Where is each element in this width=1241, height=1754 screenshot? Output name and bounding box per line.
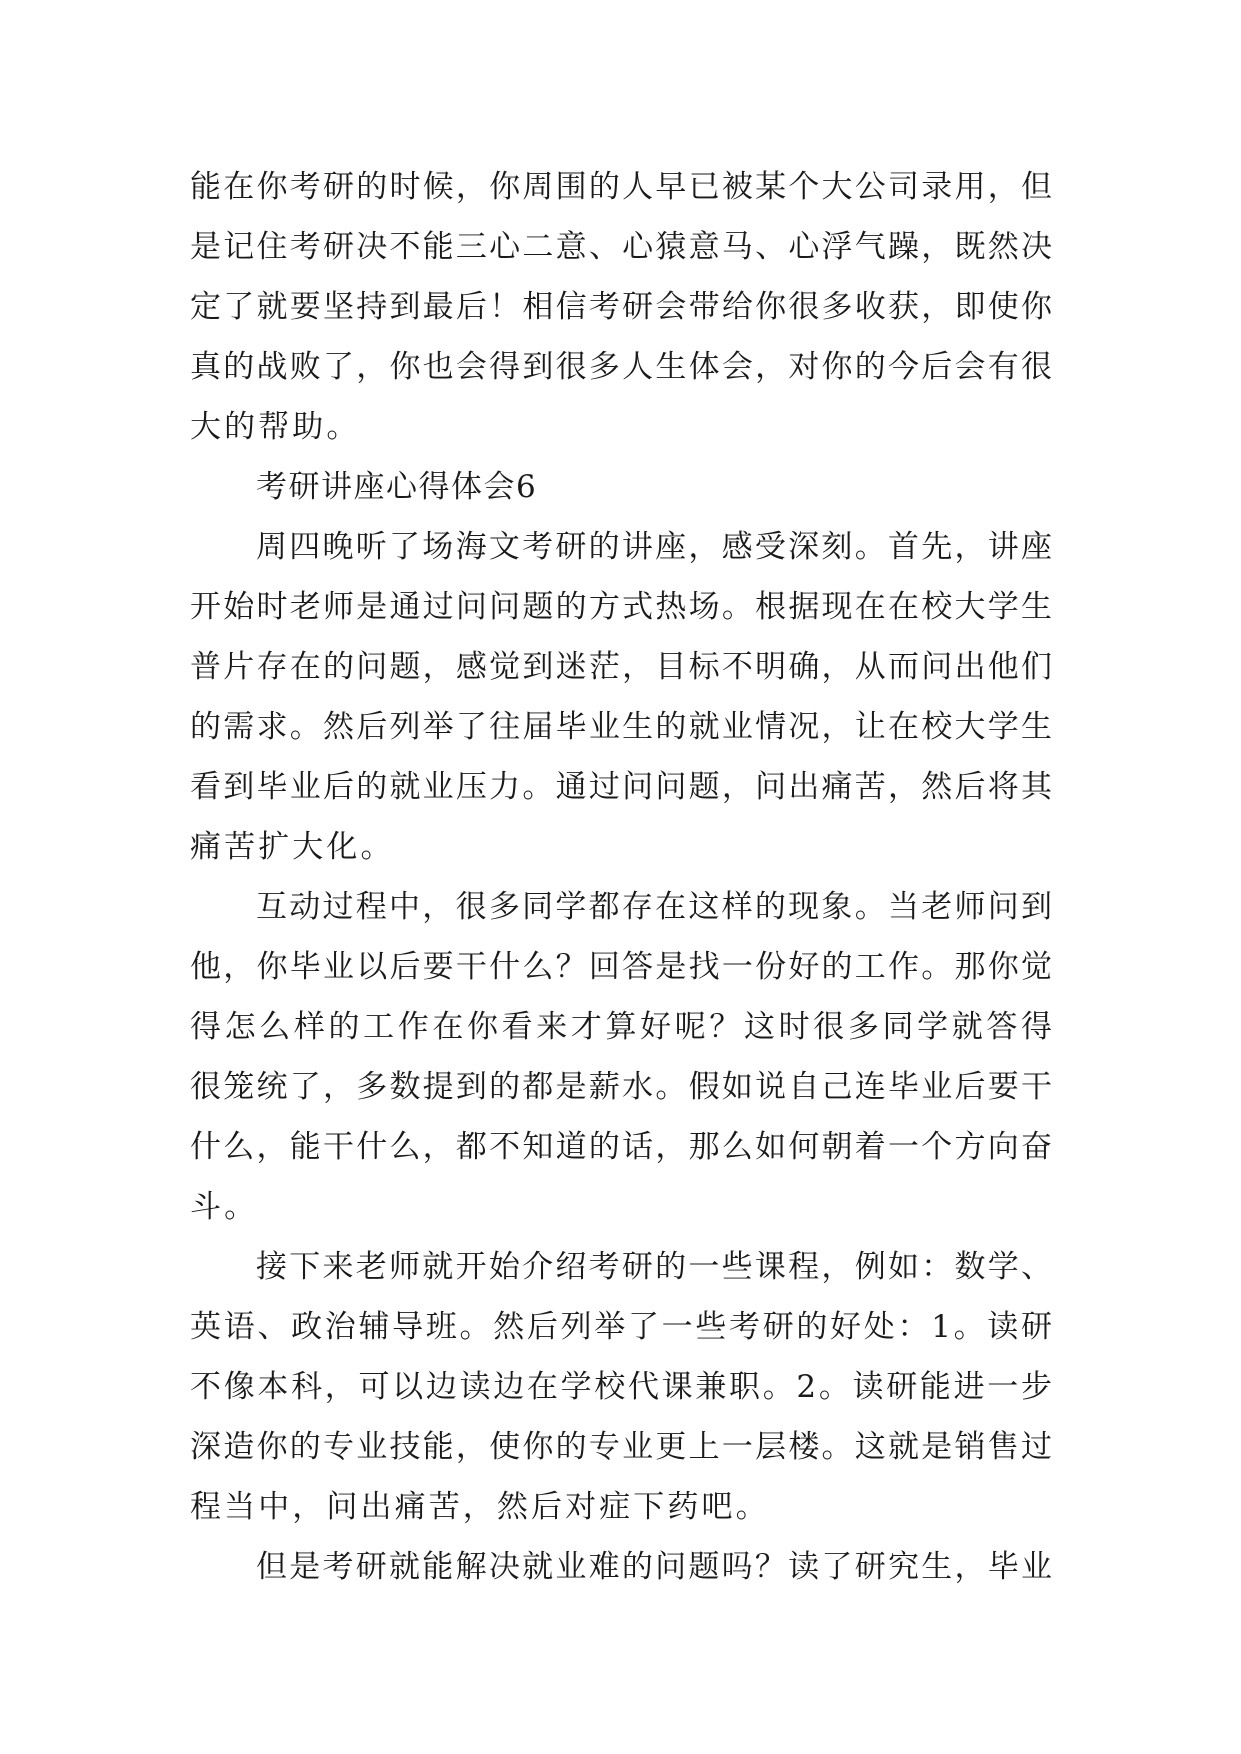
text-line: 开始时老师是通过问问题的方式热场。根据现在在校大学生: [190, 589, 1052, 625]
text-line: 定了就要坚持到最后！相信考研会带给你很多收获，即使你: [190, 289, 1052, 325]
text-line: 看到毕业后的就业压力。通过问问题，问出痛苦，然后将其: [190, 769, 1052, 805]
body-text: [190, 157, 1052, 1597]
text-line: 英语、政治辅导班。然后列举了一些考研的好处：1。读研: [190, 1309, 1052, 1345]
paragraph-first-line: 但是考研就能解决就业难的问题吗？读了研究生，毕业: [256, 1549, 1052, 1585]
paragraph-first-line: 互动过程中，很多同学都存在这样的现象。当老师问到: [256, 889, 1052, 925]
text-line: 程当中，问出痛苦，然后对症下药吧。: [190, 1489, 770, 1525]
text-line: 痛苦扩大化。: [190, 829, 395, 865]
text-line: 大的帮助。: [190, 409, 361, 445]
text-line: 的需求。然后列举了往届毕业生的就业情况，让在校大学生: [190, 709, 1052, 745]
text-line: 普片存在的问题，感觉到迷茫，目标不明确，从而问出他们: [190, 649, 1052, 685]
section-heading: 考研讲座心得体会6: [256, 469, 538, 505]
text-line: 斗。: [190, 1189, 259, 1225]
text-line: 是记住考研决不能三心二意、心猿意马、心浮气躁，既然决: [190, 229, 1052, 265]
text-line: 很笼统了，多数提到的都是薪水。假如说自己连毕业后要干: [190, 1069, 1052, 1105]
text-line: 真的战败了，你也会得到很多人生体会，对你的今后会有很: [190, 349, 1052, 385]
text-line: 深造你的专业技能，使你的专业更上一层楼。这就是销售过: [190, 1429, 1052, 1465]
text-line: 能在你考研的时候，你周围的人早已被某个大公司录用，但: [190, 169, 1052, 205]
text-line: 不像本科，可以边读边在学校代课兼职。2。读研能进一步: [190, 1369, 1052, 1405]
paragraph-first-line: 周四晚听了场海文考研的讲座，感受深刻。首先，讲座: [256, 529, 1052, 565]
text-line: 得怎么样的工作在你看来才算好呢？这时很多同学就答得: [190, 1009, 1052, 1045]
text-line: 他，你毕业以后要干什么？回答是找一份好的工作。那你觉: [190, 949, 1052, 985]
text-line: 什么，能干什么，都不知道的话，那么如何朝着一个方向奋: [190, 1129, 1052, 1165]
paragraph-first-line: 接下来老师就开始介绍考研的一些课程，例如：数学、: [256, 1249, 1052, 1285]
